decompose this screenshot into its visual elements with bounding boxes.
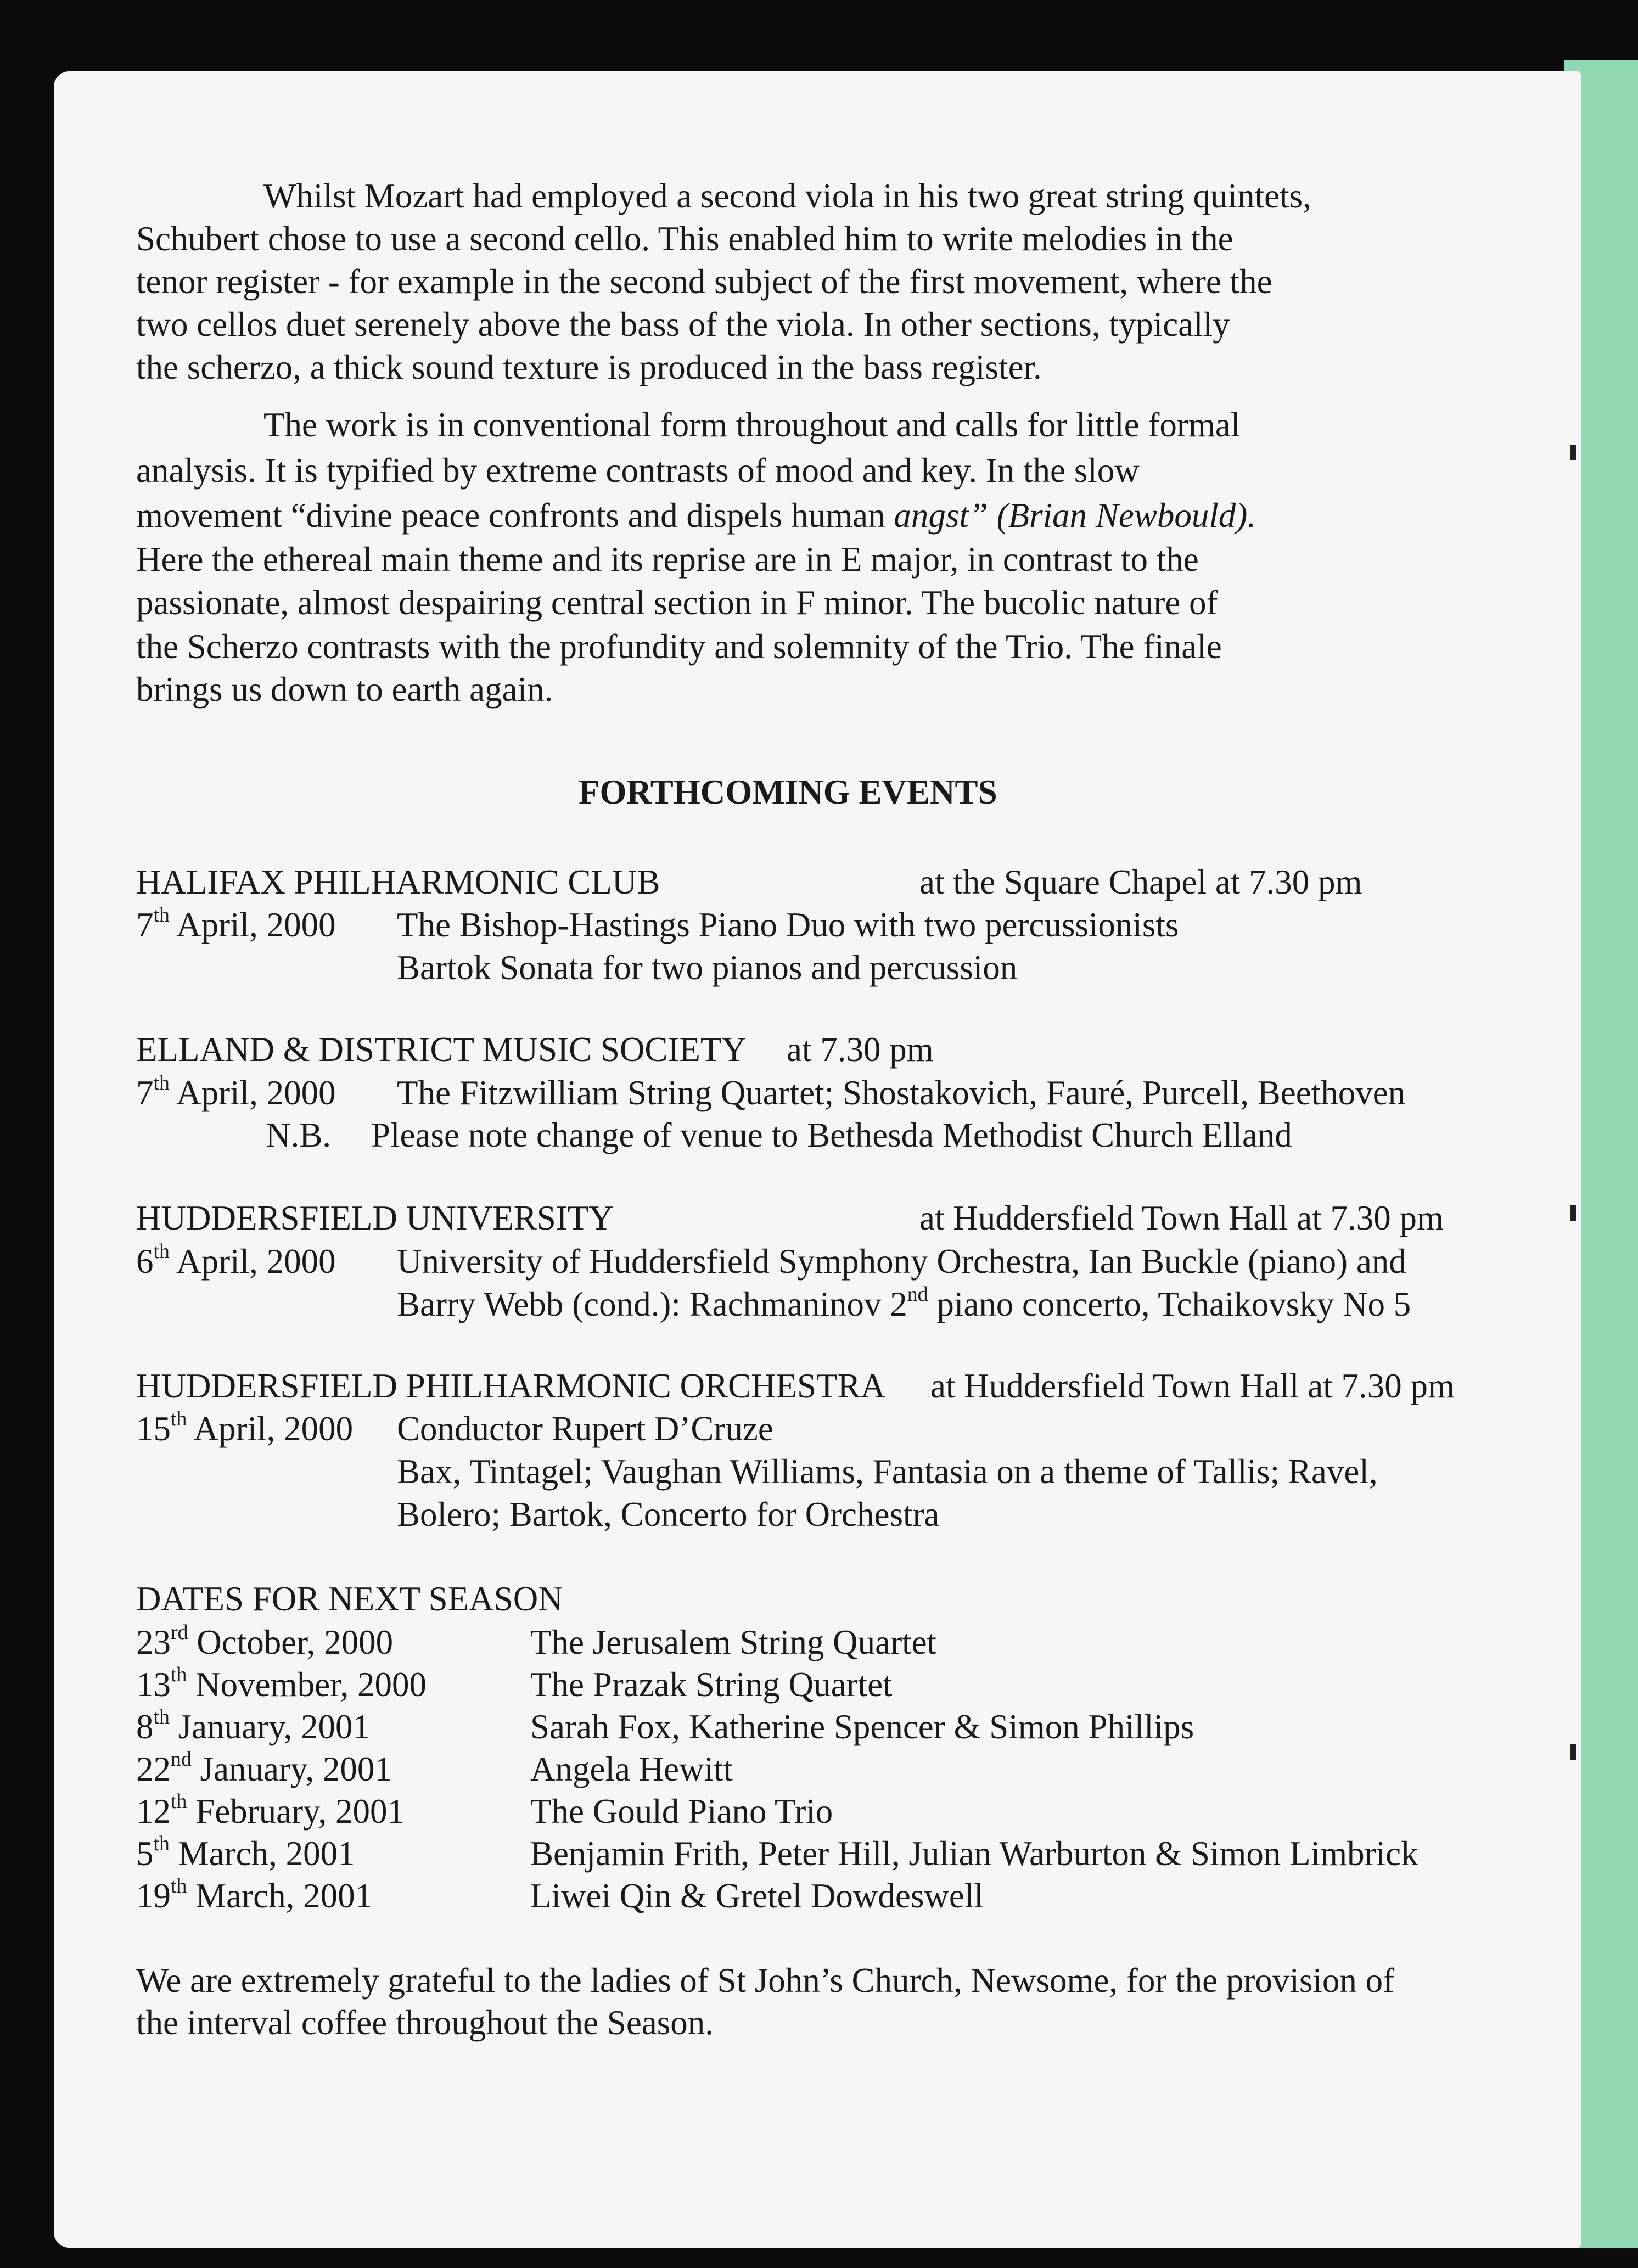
date-suffix: th [171,1663,187,1686]
date-suffix: th [153,1705,170,1728]
season-artist: The Gould Piano Trio [530,1792,833,1831]
date-day: 23 [136,1623,171,1661]
intro-line: Here the ethereal main theme and its reprise are in E major, in contrast to the [136,540,1199,579]
quote-attribution: angst” (Brian Newbould). [894,496,1256,535]
intro-line: passionate, almost despairing central section in F minor. The bucolic nature of [136,583,1218,622]
event-org: HUDDERSFIELD UNIVERSITY [136,1199,614,1237]
date-rest: April, 2000 [187,1410,354,1448]
event-org: ELLAND & DISTRICT MUSIC SOCIETY [136,1030,747,1069]
date-rest: March, 2001 [169,1834,355,1873]
season-artist: Angela Hewitt [530,1750,733,1788]
staple-mark [1570,1744,1576,1760]
season-date [136,1789,405,1831]
event-date [136,1407,354,1448]
date-rest: November, 2000 [187,1665,427,1704]
date-suffix: th [171,1789,187,1813]
event-detail [397,1282,1411,1323]
date-day: 7 [136,1074,154,1112]
staple-mark [1570,1205,1576,1221]
page-text [54,71,1581,2248]
season-date [136,1705,370,1746]
quote-text: movement “divine peace confronts and dispels human [136,496,894,535]
date-suffix: th [171,1407,187,1430]
thanks-line: We are extremely grateful to the ladies of St John’s Church, Newsome, for the provision of [136,1961,1395,2000]
date-suffix: rd [171,1620,188,1644]
date-day: 15 [136,1410,171,1448]
staple-mark [1570,445,1576,460]
date-suffix: th [153,1832,170,1855]
detail-text: Barry Webb (cond.): Rachmaninov 2 [397,1285,907,1323]
season-date [136,1663,427,1704]
detail-suffix: nd [907,1282,928,1306]
date-rest: October, 2000 [188,1623,394,1661]
event-venue: at Huddersfield Town Hall at 7.30 pm [930,1367,1455,1405]
intro-line: The work is in conventional form throughout and calls for little formal [263,406,1241,444]
event-org: HUDDERSFIELD PHILHARMONIC ORCHESTRA [136,1367,886,1405]
date-suffix: th [171,1874,187,1898]
event-detail: University of Huddersfield Symphony Orchestra, Ian Buckle (piano) and [397,1242,1406,1281]
next-season-heading: DATES FOR NEXT SEASON [136,1580,563,1618]
date-rest: January, 2001 [169,1708,370,1746]
event-detail: Bartok Sonata for two pianos and percussion [397,948,1018,987]
date-day: 22 [136,1750,171,1788]
season-date [136,1874,373,1915]
intro-line: analysis. It is typified by extreme contrasts of mood and key. In the slow [136,451,1140,490]
event-date [136,1071,336,1112]
season-artist: Benjamin Frith, Peter Hill, Julian Warburton & Simon Limbrick [530,1834,1418,1873]
event-detail: The Bishop-Hastings Piano Duo with two percussionists [397,906,1179,944]
event-detail: Conductor Rupert D’Cruze [397,1410,773,1448]
detail-text: piano concerto, Tchaikovsky No 5 [928,1285,1411,1323]
season-artist: The Jerusalem String Quartet [530,1623,937,1661]
event-venue: at 7.30 pm [787,1030,934,1069]
event-detail: The Fitzwilliam String Quartet; Shostakovich, Fauré, Purcell, Beethoven [397,1074,1406,1112]
event-venue: at the Square Chapel at 7.30 pm [919,863,1362,901]
thanks-line: the interval coffee throughout the Season. [136,2003,714,2042]
nb-label: N.B. [266,1116,332,1154]
date-suffix: nd [171,1747,192,1771]
date-rest: January, 2001 [191,1750,392,1788]
season-artist: The Prazak String Quartet [530,1665,893,1704]
event-org: HALIFAX PHILHARMONIC CLUB [136,863,660,901]
event-date [136,1239,336,1281]
season-date [136,1620,394,1661]
date-rest: April, 2000 [169,1074,336,1112]
date-rest: February, 2001 [187,1792,405,1831]
date-day: 7 [136,906,154,944]
intro-line: Schubert chose to use a second cello. This enabled him to write melodies in the [136,220,1233,258]
date-suffix: th [153,1071,170,1094]
season-date [136,1747,392,1788]
date-rest: March, 2001 [187,1877,373,1915]
date-day: 8 [136,1708,154,1746]
season-date [136,1832,355,1873]
intro-line: tenor register - for example in the second subject of the first movement, where the [136,262,1272,301]
intro-line: Whilst Mozart had employed a second viola in his two great string quintets, [263,177,1311,215]
event-date [136,903,336,944]
nb-text: Please note change of venue to Bethesda Methodist Church Elland [371,1116,1292,1154]
program-page [54,71,1581,2248]
date-day: 13 [136,1665,171,1704]
date-suffix: th [153,903,170,927]
intro-line: the Scherzo contrasts with the profundity and solemnity of the Trio. The finale [136,627,1222,666]
intro-line: two cellos duet serenely above the bass of the viola. In other sections, typically [136,305,1230,344]
intro-line: brings us down to earth again. [136,670,553,709]
date-suffix: th [153,1239,170,1263]
date-rest: April, 2000 [169,1242,336,1281]
date-day: 19 [136,1877,171,1915]
date-day: 12 [136,1792,171,1831]
date-rest: April, 2000 [169,906,336,944]
season-artist: Liwei Qin & Gretel Dowdeswell [530,1877,984,1915]
date-day: 5 [136,1834,154,1873]
date-day: 6 [136,1242,154,1281]
event-detail: Bolero; Bartok, Concerto for Orchestra [397,1495,940,1534]
event-venue: at Huddersfield Town Hall at 7.30 pm [919,1199,1444,1237]
forthcoming-heading: FORTHCOMING EVENTS [579,773,997,811]
intro-line: the scherzo, a thick sound texture is produced in the bass register. [136,348,1042,386]
season-artist: Sarah Fox, Katherine Spencer & Simon Phillips [530,1708,1194,1746]
event-detail: Bax, Tintagel; Vaughan Williams, Fantasia on a theme of Tallis; Ravel, [397,1452,1378,1491]
intro-line-quote [136,498,1256,533]
